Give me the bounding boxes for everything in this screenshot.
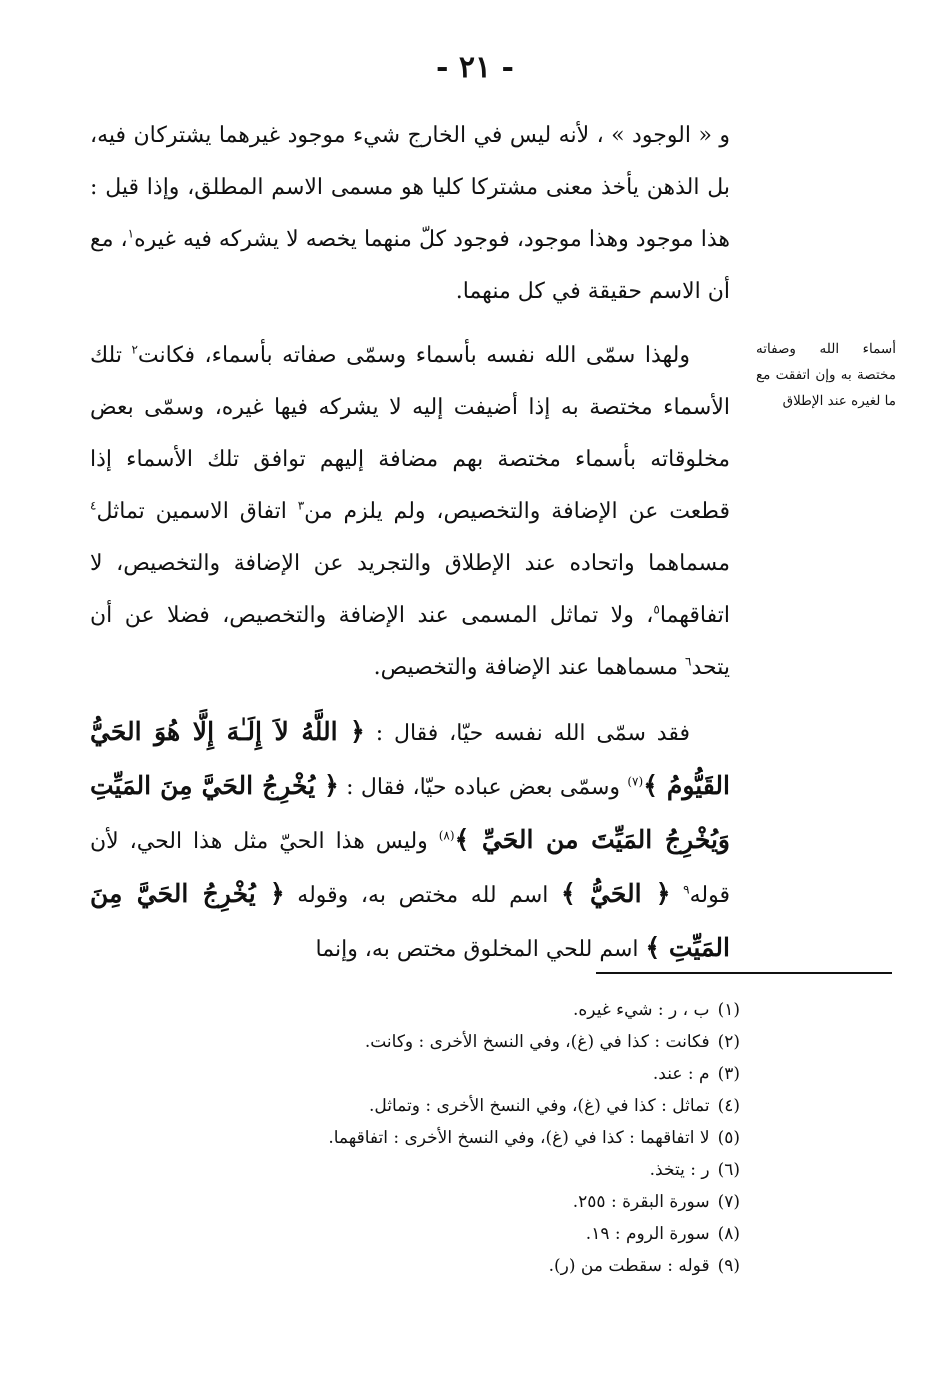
margin-note: أسماء الله وصفاته مختصة به وإن اتفقت مع ما لغيره عند الإطلاق <box>756 341 896 409</box>
footnote-ref-5: ٥ <box>653 602 660 617</box>
footnote-ref-3: ٣ <box>297 498 305 513</box>
footnote-text: سورة البقرة : ٢٥٥. <box>572 1192 710 1212</box>
footnote-item <box>200 994 740 1026</box>
footnote-ref-9: ٩ <box>683 882 690 897</box>
footnote-item <box>200 1026 740 1058</box>
quran-verse-4: ﴿ يُخْرِجُ الحَيَّ مِنَ المَيِّتِ ﴾ <box>90 879 730 962</box>
footnote-ref-8: (٨) <box>438 828 455 843</box>
footnote-ref-4: ٤ <box>90 498 97 513</box>
footnote-text: فكانت : كذا في (غ)، وفي النسخ الأخرى : وكانت. <box>364 1032 710 1052</box>
footnotes <box>200 994 740 1282</box>
quran-verse-3: ﴿ الحَيُّ ﴾ <box>561 879 671 908</box>
footnote-item <box>200 1250 740 1282</box>
text-span: تلك الأسماء مختصة به إذا أضيفت إليه لا يشركه فيها غيره، وسمّى بعض مخلوقاته بأسماء مختصة بهم مضافة إليهم توافق تلك الأسماء إذا قطعت عن الإضافة والتخصيص، ولم يلزم من <box>90 343 730 524</box>
footnote-text: قوله : سقطت من (ر). <box>548 1256 710 1276</box>
footnote-item <box>200 1122 740 1154</box>
footnote-ref-7: (٧) <box>627 774 644 789</box>
text-span: و « الوجود » ، لأنه ليس في الخارج شيء موجود غيرهما يشتركان فيه، بل الذهن يأخذ معنى مشتركا كليا هو مسمى الاسم المطلق، وإذا قيل : هذا موجود وهذا موجود، فوجود كلّ منهما يخصه لا يشركه فيه غيره <box>90 123 730 252</box>
footnote-number: (٢) <box>717 1032 740 1052</box>
footnote-item <box>200 1218 740 1250</box>
footnote-item <box>200 1058 740 1090</box>
text-span: اسم للحي المخلوق مختص به، وإنما <box>315 937 646 962</box>
text-span: مسماهما عند الإضافة والتخصيص. <box>373 655 686 680</box>
text-span: وسمّى بعض عباده حيّا، فقال : <box>338 775 628 800</box>
footnote-ref-6: ٦ <box>685 654 692 669</box>
footnote-number: (٨) <box>717 1224 740 1244</box>
footnote-divider <box>596 972 892 974</box>
main-text <box>90 110 730 988</box>
quran-verse-1: ﴿ اللَّهُ لاَ إِلَـٰهَ إِلَّا هُوَ الحَيُّ القَيُّومُ ﴾ <box>90 717 731 800</box>
text-span: مسماهما واتحاده عند الإطلاق والتجريد عن الإضافة والتخصيص، لا اتفاقهما <box>90 551 730 628</box>
paragraph-3 <box>90 706 730 976</box>
text-span: وليس هذا الحيّ مثل هذا الحي، لأن قوله <box>90 829 730 908</box>
footnote-text: لا اتفاقهما : كذا في (غ)، وفي النسخ الأخرى : اتفاقهما. <box>328 1128 710 1148</box>
text-span <box>671 883 684 908</box>
text-span: ، مع أن الاسم حقيقة في كل منهما. <box>90 227 730 304</box>
footnote-number: (٤) <box>717 1096 740 1116</box>
footnote-text: ب ، ر : شيء غيره. <box>573 1000 710 1020</box>
text-span: ولهذا سمّى الله نفسه بأسماء وسمّى صفاته بأسماء، فكانت <box>137 343 690 368</box>
paragraph-2 <box>90 330 730 694</box>
footnote-number: (٧) <box>717 1192 740 1212</box>
footnote-text: تماثل : كذا في (غ)، وفي النسخ الأخرى : وتماثل. <box>368 1096 710 1116</box>
footnote-item <box>200 1090 740 1122</box>
footnote-number: (٣) <box>717 1064 740 1084</box>
text-span: اتفاق الاسمين تماثل <box>96 499 298 524</box>
footnote-text: ر : يتخذ. <box>649 1160 710 1180</box>
footnote-number: (١) <box>717 1000 740 1020</box>
footnote-ref-1: ١ <box>127 226 135 241</box>
quran-verse-2: ﴿ يُخْرِجُ الحَيَّ مِنَ المَيِّتِ وَيُخْرِجُ المَيِّتَ من الحَيِّ ﴾ <box>90 771 730 854</box>
footnote-number: (٥) <box>717 1128 740 1148</box>
text-span: اسم لله مختص به، وقوله <box>284 883 561 908</box>
footnote-item <box>200 1186 740 1218</box>
footnote-number: (٩) <box>717 1256 740 1276</box>
text-span: ، ولا تماثل المسمى عند الإضافة والتخصيص، فضلا عن أن يتحد <box>90 603 730 680</box>
footnote-text: م : عند. <box>652 1064 710 1084</box>
footnote-ref-2: ٢ <box>131 342 138 357</box>
footnote-text: سورة الروم : ١٩. <box>585 1224 710 1244</box>
footnote-number: (٦) <box>717 1160 740 1180</box>
text-span: فقد سمّى الله نفسه حيّا، فقال : <box>364 721 690 746</box>
paragraph-1 <box>90 110 730 318</box>
page-number: - ٢١ - <box>435 50 515 85</box>
footnote-item <box>200 1154 740 1186</box>
